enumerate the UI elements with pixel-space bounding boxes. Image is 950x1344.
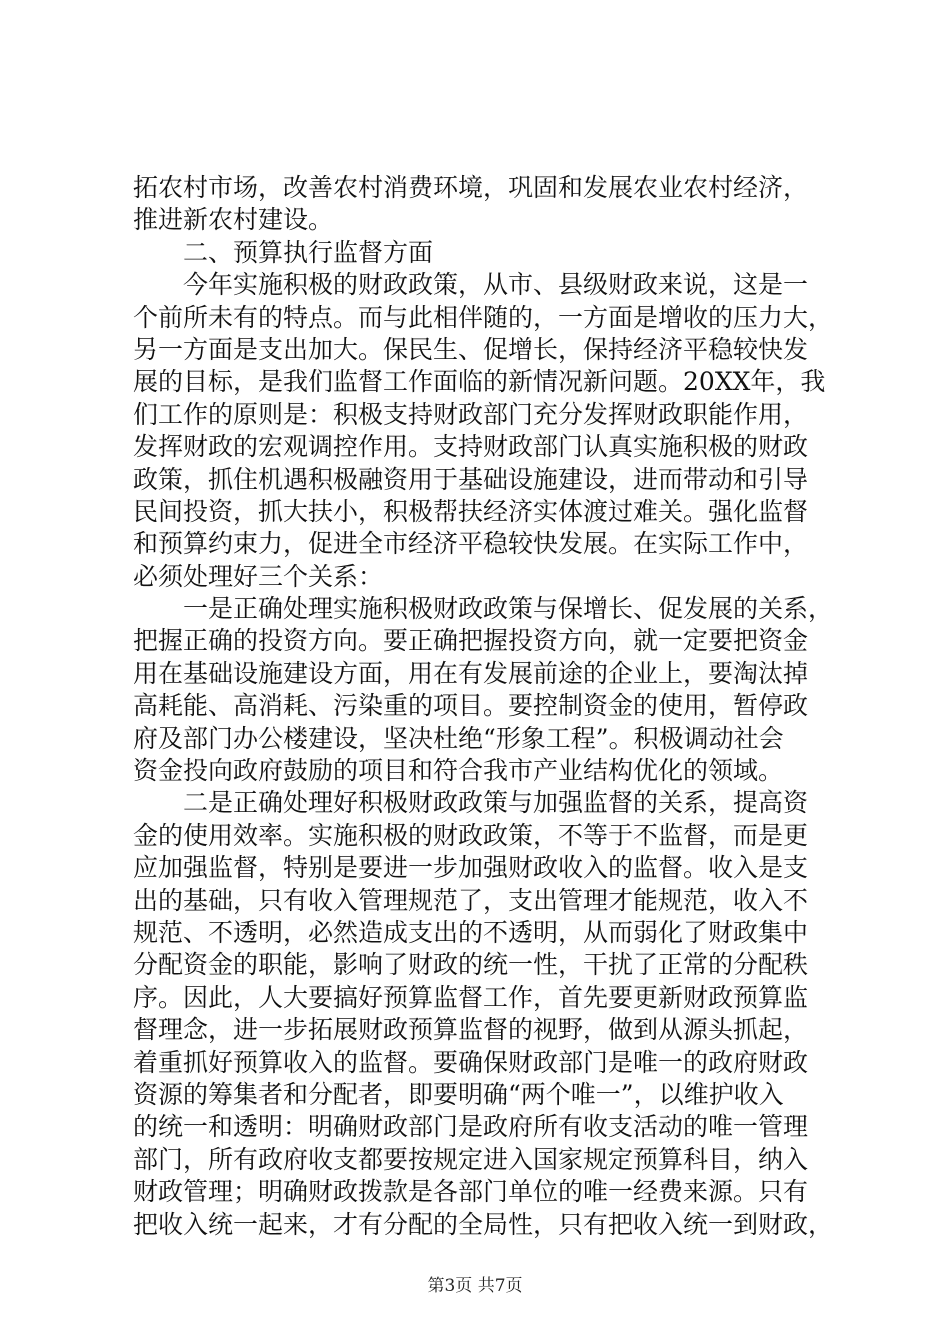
text-line: 一是正确处理实施积极财政政策与保增长、促发展的关系， — [133, 594, 834, 624]
text-line: 高耗能、高消耗、污染重的项目。要控制资金的使用，暂停政 — [133, 691, 809, 721]
text-line: 民间投资，抓大扶小，积极帮扶经济实体渡过难关。强化监督 — [133, 496, 809, 526]
section-heading: 二、预算执行监督方面 — [133, 237, 434, 267]
text-line: 另一方面是支出加大。保民生、促增长，保持经济平稳较快发 — [133, 334, 809, 364]
text-line: 今年实施积极的财政政策，从市、县级财政来说，这是一 — [133, 270, 809, 300]
text-line: 应加强监督，特别是要进一步加强财政收入的监督。收入是支 — [133, 853, 809, 883]
text-line: 和预算约束力，促进全市经济平稳较快发展。在实际工作中， — [133, 529, 809, 559]
text-line: 着重抓好预算收入的监督。要确保财政部门是唯一的政府财政 — [133, 1047, 809, 1077]
text-line: 们工作的原则是：积极支持财政部门充分发挥财政职能作用， — [133, 399, 809, 429]
text-line: 展的目标，是我们监督工作面临的新情况新问题。20XX年，我 — [133, 367, 826, 397]
text-line: 财政管理；明确财政拨款是各部门单位的唯一经费来源。只有 — [133, 1177, 809, 1207]
text-line: 政策，抓住机遇积极融资用于基础设施建设，进而带动和引导 — [133, 464, 809, 494]
text-line: 分配资金的职能，影响了财政的统一性，干扰了正常的分配秩 — [133, 950, 809, 980]
text-line: 二是正确处理好积极财政政策与加强监督的关系，提高资 — [133, 788, 809, 818]
text-line: 部门，所有政府收支都要按规定进入国家规定预算科目，纳入 — [133, 1144, 809, 1174]
text-line: 金的使用效率。实施积极的财政政策，不等于不监督，而是更 — [133, 820, 809, 850]
text-line: 拓农村市场，改善农村消费环境，巩固和发展农业农村经济， — [133, 173, 809, 202]
text-line: 的统一和透明：明确财政部门是政府所有收支活动的唯一管理 — [133, 1112, 809, 1142]
text-line: 个前所未有的特点。而与此相伴随的，一方面是增收的压力大， — [133, 302, 834, 332]
text-line: 府及部门办公楼建设，坚决杜绝“形象工程”。积极调动社会 — [133, 723, 784, 753]
text-line: 把收入统一起来，才有分配的全局性，只有把收入统一到财政， — [133, 1209, 834, 1239]
text-line: 推进新农村建设。 — [133, 205, 334, 235]
text-line: 把握正确的投资方向。要正确把握投资方向，就一定要把资金 — [133, 626, 809, 656]
text-line: 必须处理好三个关系： — [133, 561, 384, 591]
text-line: 督理念，进一步拓展财政预算监督的视野，做到从源头抓起， — [133, 1015, 809, 1045]
document-body — [133, 172, 833, 1241]
text-line: 资金投向政府鼓励的项目和符合我市产业结构优化的领域。 — [133, 756, 784, 786]
text-line: 规范、不透明，必然造成支出的不透明，从而弱化了财政集中 — [133, 917, 809, 947]
text-line: 发挥财政的宏观调控作用。支持财政部门认真实施积极的财政 — [133, 432, 809, 462]
text-line: 资源的筹集者和分配者，即要明确“两个唯一”，以维护收入 — [133, 1079, 784, 1109]
text-line: 序。因此，人大要搞好预算监督工作，首先要更新财政预算监 — [133, 982, 809, 1012]
text-line: 用在基础设施建设方面，用在有发展前途的企业上，要淘汰掉 — [133, 658, 809, 688]
text-line: 出的基础，只有收入管理规范了，支出管理才能规范，收入不 — [133, 885, 809, 915]
page-number-footer: 第3页 共7页 — [427, 1276, 523, 1296]
